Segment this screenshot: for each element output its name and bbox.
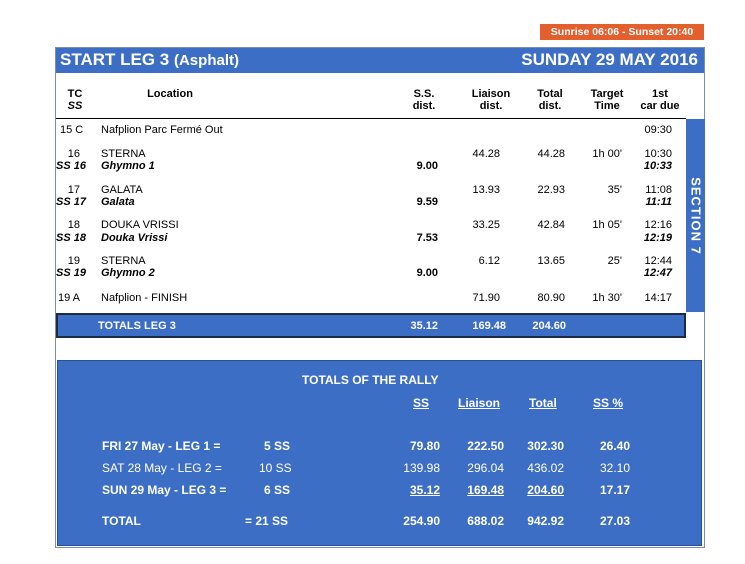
section-label: SECTION 7	[686, 119, 705, 312]
rally-leg-pct: 26.40	[599, 439, 630, 453]
rally-leg-liaison: 222.50	[467, 439, 504, 453]
col-total: Total dist.	[537, 88, 563, 112]
col-ss-dist: S.S. dist.	[412, 88, 436, 112]
row-target: 1h 00'	[592, 148, 622, 160]
rally-leg-pct: 17.17	[599, 483, 630, 497]
rally-col-liaison: Liaison	[458, 396, 501, 410]
rally-col-total: Total	[529, 396, 557, 410]
rally-leg-ss: 79.80	[409, 439, 440, 453]
rally-leg-count: 6 SS	[264, 483, 291, 497]
row-target: 1h 05'	[592, 219, 622, 231]
rally-leg-liaison: 169.48	[467, 483, 504, 497]
row-ss-location: Galata	[101, 196, 135, 208]
totals-leg-liaison: 169.48	[472, 320, 506, 332]
row-tc: 16	[67, 148, 80, 160]
rally-leg-ss: 139.98	[403, 461, 440, 475]
row-tc: 19	[67, 255, 80, 267]
row-ss-due: 12:47	[643, 267, 672, 279]
row-ss-due: 11:11	[645, 196, 672, 208]
rally-leg-count: 10 SS	[259, 461, 292, 475]
header-divider	[56, 118, 686, 119]
row-liaison: 6.12	[478, 255, 500, 267]
row-tc: 17	[67, 184, 80, 196]
row-liaison: 33.25	[472, 219, 500, 231]
rally-leg-day: SUN 29 May - LEG 3 =	[102, 483, 227, 497]
row-due: 10:30	[644, 148, 672, 160]
row-ss-dist: 9.00	[416, 160, 438, 172]
row-target: 25'	[607, 255, 622, 267]
totals-leg-ss: 35.12	[410, 320, 438, 332]
rally-leg-day: FRI 27 May - LEG 1 =	[102, 439, 221, 453]
row-liaison: 13.93	[472, 184, 500, 196]
row-location: Nafplion - FINISH	[101, 292, 188, 304]
row-tc: 15 C	[60, 124, 84, 136]
row-total: 13.65	[537, 255, 565, 267]
row-tc: 18	[67, 219, 80, 231]
rally-totals-box	[57, 360, 702, 546]
row-ss: SS 16	[56, 160, 86, 172]
rally-total-pct: 27.03	[599, 514, 630, 528]
col-liaison: Liaison dist.	[471, 88, 511, 112]
row-due: 14:17	[644, 292, 672, 304]
col-location: Location	[147, 88, 193, 100]
row-ss-location: Ghymno 1	[101, 160, 155, 172]
row-ss-dist: 9.59	[416, 196, 438, 208]
row-due: 11:08	[645, 184, 672, 196]
col-target: Target Time	[590, 88, 624, 112]
rally-total-count: = 21 SS	[245, 514, 289, 528]
row-ss-due: 10:33	[643, 160, 672, 172]
rally-col-ss: SS	[413, 396, 430, 410]
row-total: 22.93	[537, 184, 565, 196]
row-due: 12:16	[644, 219, 672, 231]
col-tc: TC SS	[67, 88, 83, 112]
rally-leg-total: 204.60	[527, 483, 564, 497]
row-due: 12:44	[644, 255, 672, 267]
row-ss-due: 12:19	[643, 232, 672, 244]
rally-leg-total: 302.30	[527, 439, 564, 453]
row-ss: SS 19	[56, 267, 86, 279]
rally-leg-day: SAT 28 May - LEG 2 =	[102, 461, 222, 475]
col-first-car: 1st car due	[640, 88, 680, 112]
row-total: 42.84	[537, 219, 565, 231]
row-target: 1h 30'	[592, 292, 622, 304]
rally-col-pct: SS %	[593, 396, 624, 410]
row-location: STERNA	[101, 255, 146, 267]
rally-title: TOTALS OF THE RALLY	[302, 373, 439, 387]
row-ss-location: Douka Vrissi	[101, 232, 168, 244]
totals-leg-label: TOTALS LEG 3	[98, 320, 176, 332]
rally-total-label: TOTAL	[102, 514, 141, 528]
rally-total-total: 942.92	[527, 514, 564, 528]
row-ss-location: Ghymno 2	[101, 267, 155, 279]
sunrise-sunset-badge: Sunrise 06:06 - Sunset 20:40	[540, 24, 704, 40]
leg-title: START LEG 3 (Asphalt)	[60, 50, 239, 69]
totals-leg-bar	[56, 313, 686, 338]
row-ss-dist: 9.00	[416, 267, 438, 279]
row-liaison: 44.28	[472, 148, 500, 160]
row-location: Nafplion Parc Fermé Out	[101, 124, 223, 136]
leg-date: SUNDAY 29 MAY 2016	[521, 50, 698, 69]
rally-leg-total: 436.02	[527, 461, 564, 475]
row-location: DOUKA VRISSI	[101, 219, 179, 231]
totals-leg-total: 204.60	[532, 320, 566, 332]
row-ss-dist: 7.53	[416, 232, 438, 244]
rally-total-ss: 254.90	[403, 514, 440, 528]
rally-leg-ss: 35.12	[409, 483, 440, 497]
row-total: 44.28	[537, 148, 565, 160]
row-liaison: 71.90	[472, 292, 500, 304]
rally-total-liaison: 688.02	[467, 514, 504, 528]
rally-leg-pct: 32.10	[599, 461, 630, 475]
leg-header	[56, 48, 704, 73]
row-ss: SS 18	[56, 232, 86, 244]
row-total: 80.90	[537, 292, 565, 304]
row-ss: SS 17	[56, 196, 86, 208]
rally-leg-liaison: 296.04	[467, 461, 504, 475]
row-tc: 19 A	[58, 292, 81, 304]
row-location: GALATA	[101, 184, 143, 196]
row-due: 09:30	[644, 124, 672, 136]
row-location: STERNA	[101, 148, 146, 160]
rally-leg-count: 5 SS	[264, 439, 291, 453]
row-target: 35'	[607, 184, 622, 196]
